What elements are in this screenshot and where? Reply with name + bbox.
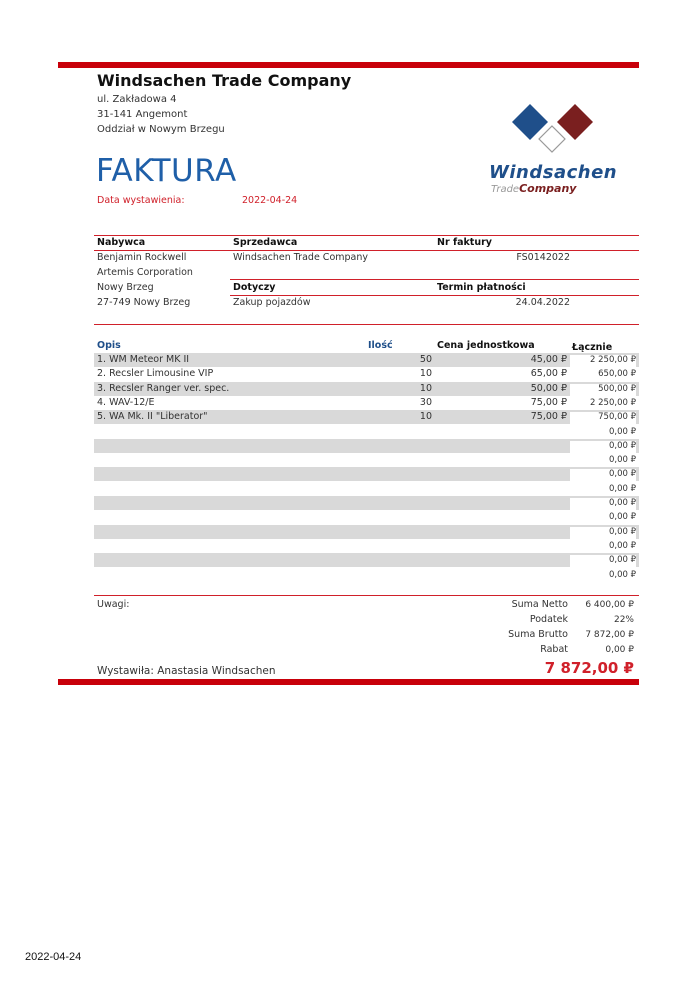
due-date-value: 24.04.2022	[515, 297, 570, 308]
buyer-label: Nabywca	[97, 237, 146, 248]
row-total: 2 250,00 ₽	[570, 398, 636, 410]
row-quantity: 30	[419, 396, 432, 408]
company-address-line-2: 31-141 Angemont	[97, 109, 188, 120]
table-row	[94, 396, 639, 410]
table-row	[94, 382, 639, 396]
logo-text-bottom	[491, 182, 576, 195]
buyer-line-3: Nowy Brzeg	[97, 282, 154, 293]
row-quantity: 50	[419, 354, 432, 365]
row-total: 0,00 ₽	[570, 441, 636, 453]
row-unit-price: 75,00 ₽	[530, 411, 567, 423]
row-description: 3. Recsler Ranger ver. spec.	[97, 382, 230, 394]
invoice-number-label: Nr faktury	[437, 237, 492, 248]
info-bottom-divider	[94, 324, 639, 325]
table-row	[94, 568, 639, 582]
company-name: Windsachen Trade Company	[97, 71, 352, 90]
table-row	[94, 482, 639, 496]
discount-label: Rabat	[540, 644, 568, 655]
row-description: 4. WAV-12/E	[97, 396, 155, 408]
top-red-bar	[58, 62, 639, 68]
company-address-line-1: ul. Zakładowa 4	[97, 94, 177, 105]
column-header-total: Łącznie	[572, 342, 613, 353]
table-row	[94, 467, 639, 481]
buyer-line-2: Artemis Corporation	[97, 267, 193, 278]
logo-text-trade: Trade	[491, 184, 520, 195]
row-total: 2 250,00 ₽	[570, 355, 636, 367]
issued-by: Wystawiła: Anastasia Windsachen	[97, 665, 276, 677]
net-total-label: Suma Netto	[511, 599, 568, 610]
row-total: 500,00 ₽	[570, 384, 636, 396]
table-row	[94, 496, 639, 510]
column-header-unit-price: Cena jednostkowa	[437, 340, 535, 351]
table-row	[94, 425, 639, 439]
row-total: 0,00 ₽	[570, 527, 636, 539]
logo-diamonds-icon	[485, 100, 625, 160]
table-row	[94, 410, 639, 424]
column-header-description: Opis	[97, 340, 121, 351]
table-row	[94, 439, 639, 453]
info-header-divider	[94, 250, 639, 251]
row-total: 750,00 ₽	[570, 412, 636, 424]
row-total: 0,00 ₽	[570, 512, 636, 524]
tax-value: 22%	[613, 615, 634, 625]
info-top-divider	[94, 235, 639, 236]
table-row	[94, 453, 639, 467]
row-total: 0,00 ₽	[570, 541, 636, 553]
document-title: FAKTURA	[96, 153, 237, 189]
row-total: 0,00 ₽	[570, 555, 636, 567]
info-middle-divider-2	[230, 295, 639, 296]
row-description: 1. WM Meteor MK II	[97, 354, 190, 365]
issue-date-label: Data wystawienia:	[97, 195, 185, 206]
buyer-line-4: 27-749 Nowy Brzeg	[97, 297, 191, 308]
row-unit-price: 75,00 ₽	[530, 396, 567, 408]
row-total: 0,00 ₽	[570, 570, 636, 582]
tax-label: Podatek	[529, 614, 568, 625]
net-total-value: 6 400,00 ₽	[585, 600, 634, 610]
row-unit-price: 65,00 ₽	[530, 368, 567, 380]
row-total: 0,00 ₽	[570, 469, 636, 481]
info-middle-divider	[230, 279, 639, 280]
discount-value: 0,00 ₽	[605, 645, 634, 655]
notes-label: Uwagi:	[97, 599, 130, 610]
issue-date-value: 2022-04-24	[242, 195, 298, 206]
summary-top-divider	[94, 595, 639, 596]
invoice-number-value: FS0142022	[516, 252, 570, 263]
gross-total-value: 7 872,00 ₽	[585, 630, 634, 640]
seller-name: Windsachen Trade Company	[233, 252, 368, 263]
row-quantity: 10	[419, 368, 432, 380]
row-quantity: 10	[419, 382, 432, 394]
concerns-label: Dotyczy	[233, 282, 276, 293]
row-total: 0,00 ₽	[570, 484, 636, 496]
table-row	[94, 539, 639, 553]
column-header-quantity: Ilość	[368, 340, 393, 351]
gross-total-label: Suma Brutto	[508, 629, 568, 640]
logo-text-top: Windsachen	[489, 162, 618, 183]
row-description: 5. WA Mk. II "Liberator"	[97, 411, 208, 423]
table-row	[94, 553, 639, 567]
table-row	[94, 367, 639, 381]
row-unit-price: 50,00 ₽	[530, 382, 567, 394]
due-date-label: Termin płatności	[437, 282, 526, 293]
table-row	[94, 510, 639, 524]
company-address-line-3: Oddział w Nowym Brzegu	[97, 124, 225, 135]
company-logo	[485, 100, 625, 200]
row-total: 0,00 ₽	[570, 427, 636, 439]
buyer-line-1: Benjamin Rockwell	[97, 252, 187, 263]
table-row	[94, 353, 639, 367]
row-quantity: 10	[419, 411, 432, 423]
footer-date: 2022-04-24	[25, 951, 82, 963]
table-row	[94, 525, 639, 539]
row-total: 650,00 ₽	[570, 369, 636, 381]
concerns-value: Zakup pojazdów	[233, 297, 311, 308]
grand-total: 7 872,00 ₽	[544, 659, 634, 677]
row-total: 0,00 ₽	[570, 498, 636, 510]
row-unit-price: 45,00 ₽	[530, 354, 567, 365]
logo-text-company: Company	[519, 182, 577, 195]
row-description: 2. Recsler Limousine VIP	[97, 368, 214, 380]
seller-label: Sprzedawca	[233, 237, 298, 248]
bottom-red-bar	[58, 679, 639, 685]
row-total: 0,00 ₽	[570, 455, 636, 467]
